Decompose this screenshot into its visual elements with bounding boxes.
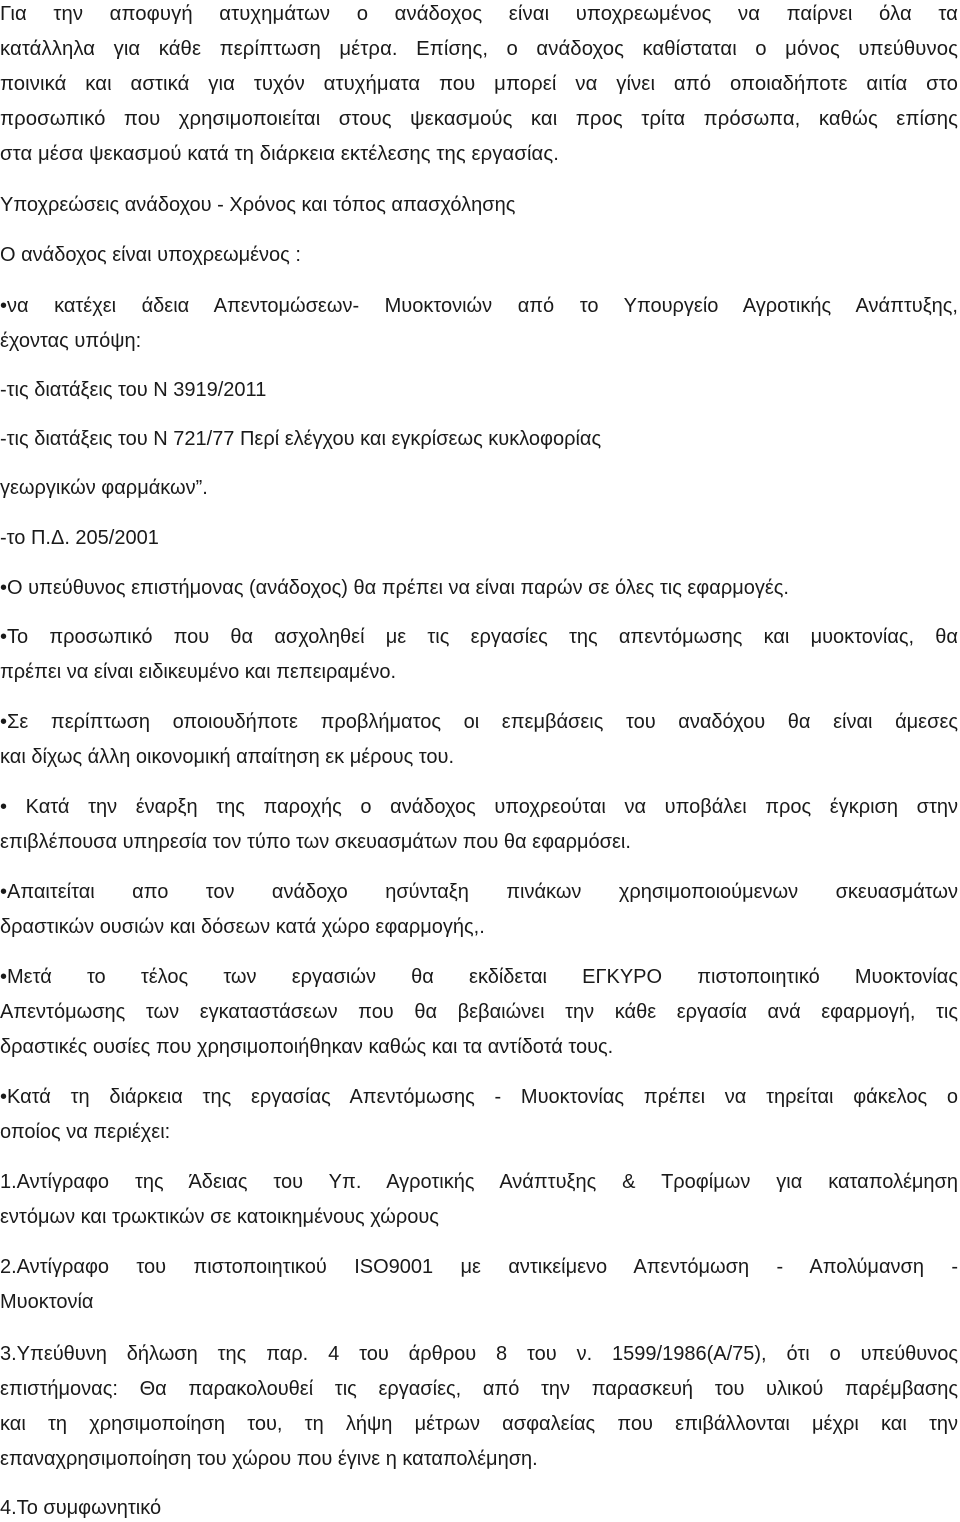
bullet-tables-line-2: δραστικών ουσιών και δόσεων κατά χώρο εφαρμογής,.: [0, 916, 485, 938]
bullet-certificate-line-3: δραστικές ουσίες που χρησιμοποιήθηκαν καθώς και τα αντίδοτά τους.: [0, 1036, 614, 1058]
bullet-folder-line-2: οποίος να περιέχει:: [0, 1121, 171, 1143]
folder-item-3-line-3: και τη χρησιμοποίηση του, τη λήψη μέτρων ασφαλείας που επιβάλλονται μέχρι και την: [0, 1413, 958, 1435]
bullet-certificate-line-2: Απεντόμωσης των εγκαταστάσεων που θα βεβαιώνει την κάθε εργασία ανά εφαρμογή, τις: [0, 1001, 958, 1023]
folder-item-4: 4.Το συμφωνητικό: [0, 1497, 162, 1519]
bullet-staff-line-2: πρέπει να είναι ειδικευμένο και πεπειραμένο.: [0, 661, 397, 683]
bullet-staff-line-1: •Το προσωπικό που θα ασχοληθεί με τις εργασίες της απεντόμωσης και μυοκτονίας, θα: [0, 626, 958, 648]
license-line-2: έχοντας υπόψη:: [0, 330, 142, 352]
bullet-folder-line-1: •Κατά τη διάρκεια της εργασίας Απεντόμωσης - Μυοκτονίας πρέπει να τηρείται φάκελος ο: [0, 1086, 958, 1108]
law-721-line-2: γεωργικών φαρμάκων”.: [0, 477, 208, 499]
folder-item-3-line-1: 3.Υπεύθυνη δήλωση της παρ. 4 του άρθρου 8 του ν. 1599/1986(Α/75), ότι ο υπεύθυνος: [0, 1343, 958, 1365]
obligated-intro: Ο ανάδοχος είναι υποχρεωμένος :: [0, 244, 301, 266]
bullet-start-line-2: επιβλέπουσα υπηρεσία τον τύπο των σκευασμάτων που θα εφαρμόσει.: [0, 831, 631, 853]
law-721-line-1: -τις διατάξεις του Ν 721/77 Περί ελέγχου και εγκρίσεως κυκλοφορίας: [0, 428, 602, 450]
bullet-tables-line-1: •Απαιτείται απο τον ανάδοχο ησύνταξη πινάκων χρησιμοποιούμενων σκευασμάτων: [0, 881, 958, 903]
folder-item-2-line-1: 2.Αντίγραφο του πιστοποιητικού ISO9001 με αντικείμενο Απεντόμωση - Απολύμανση -: [0, 1256, 958, 1278]
bullet-problem-line-1: •Σε περίπτωση οποιουδήποτε προβλήματος οι επεμβάσεις του αναδόχου θα είναι άμεσες: [0, 711, 958, 733]
section-heading: Υποχρεώσεις ανάδοχου - Χρόνος και τόπος απασχόλησης: [0, 194, 516, 216]
law-3919: -τις διατάξεις του Ν 3919/2011: [0, 379, 267, 401]
bullet-start-line-1: • Κατά την έναρξη της παροχής ο ανάδοχος υποχρεούται να υποβάλει προς έγκριση στην: [0, 796, 958, 818]
bullet-certificate-line-1: •Μετά το τέλος των εργασιών θα εκδίδεται ΕΓΚΥΡΟ πιστοποιητικό Μυοκτονίας: [0, 966, 958, 988]
folder-item-2-line-2: Μυοκτονία: [0, 1291, 94, 1313]
intro-line-2: κατάλληλα για κάθε περίπτωση μέτρα. Επίσης, ο ανάδοχος καθίσταται ο μόνος υπεύθυνος: [0, 38, 958, 60]
license-line-1: •να κατέχει άδεια Απεντομώσεων- Μυοκτονιών από το Υπουργείο Αγροτικής Ανάπτυξης,: [0, 295, 958, 317]
bullet-scientist: •Ο υπεύθυνος επιστήμονας (ανάδοχος) θα πρέπει να είναι παρών σε όλες τις εφαρμογές.: [0, 577, 789, 599]
bullet-problem-line-2: και δίχως άλλη οικονομική απαίτηση εκ μέρους του.: [0, 746, 455, 768]
intro-line-3: ποινικά και αστικά για τυχόν ατυχήματα που μπορεί να γίνει από οποιαδήποτε αιτία στο: [0, 73, 958, 95]
folder-item-1-line-2: εντόμων και τρωκτικών σε κατοικημένους χώρους: [0, 1206, 439, 1228]
intro-line-5: στα μέσα ψεκασμού κατά τη διάρκεια εκτέλεσης της εργασίας.: [0, 143, 559, 165]
folder-item-3-line-4: επαναχρησιμοποίηση του χώρου που έγινε η καταπολέμηση.: [0, 1448, 538, 1470]
intro-line-1: Για την αποφυγή ατυχημάτων ο ανάδοχος είναι υποχρεωμένος να παίρνει όλα τα: [0, 3, 958, 25]
folder-item-3-line-2: επιστήμονας: Θα παρακολουθεί τις εργασίες, από την παρασκευή του υλικού παρέμβασης: [0, 1378, 958, 1400]
intro-line-4: προσωπικό που χρησιμοποιείται στους ψεκασμούς και προς τρίτα πρόσωπα, καθώς επίσης: [0, 108, 958, 130]
folder-item-1-line-1: 1.Αντίγραφο της Άδειας του Υπ. Αγροτικής Ανάπτυξης & Τροφίμων για καταπολέμηση: [0, 1171, 958, 1193]
decree-205-2001: -το Π.Δ. 205/2001: [0, 527, 159, 549]
